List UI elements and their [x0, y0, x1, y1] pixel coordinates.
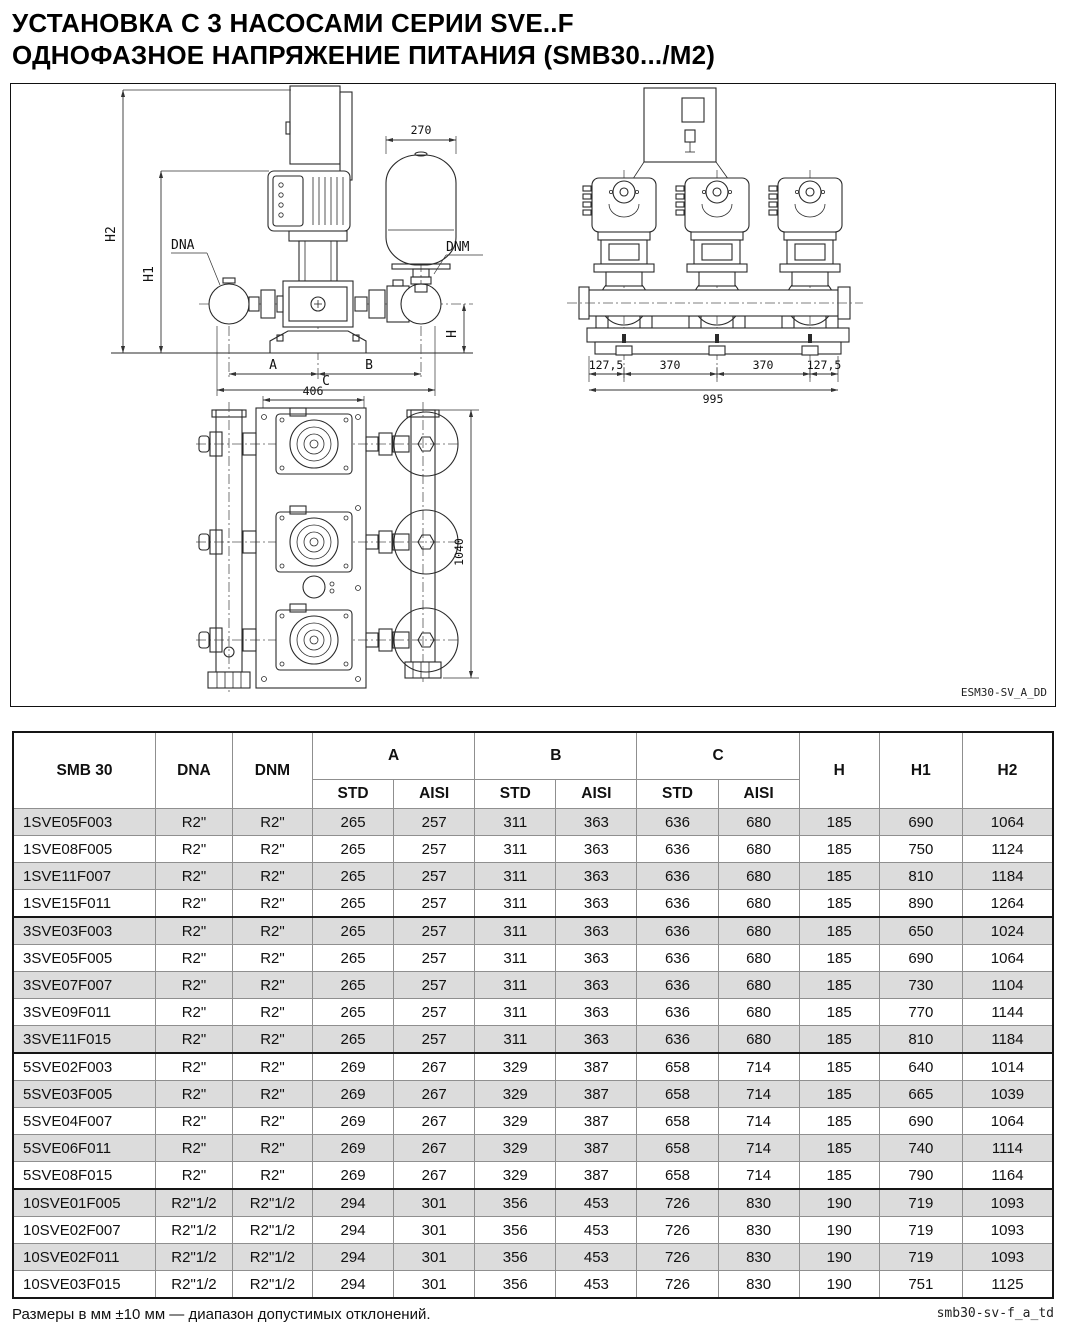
- cell-c_aisi: 680: [718, 1026, 799, 1054]
- dim-label-side-d4: 127,5: [806, 358, 842, 373]
- cell-b_std: 311: [475, 1026, 556, 1054]
- cell-c_std: 636: [637, 1026, 718, 1054]
- dim-label-side-d2: 370: [659, 358, 681, 373]
- cell-b_aisi: 363: [556, 809, 637, 836]
- cell-c_aisi: 714: [718, 1081, 799, 1108]
- table-row: [13, 809, 1053, 836]
- cell-h: 185: [799, 1135, 879, 1162]
- table-header-row-1: [13, 732, 1053, 780]
- cell-model: 3SVE07F007: [13, 972, 155, 999]
- cell-b_aisi: 363: [556, 836, 637, 863]
- dimension-table-section: [12, 731, 1056, 1299]
- table-row: [13, 1244, 1053, 1271]
- cell-dnm: R2": [232, 863, 312, 890]
- cell-dnm: R2": [232, 836, 312, 863]
- cell-dnm: R2"1/2: [232, 1244, 312, 1271]
- table-row: [13, 917, 1053, 945]
- table-row: [13, 1081, 1053, 1108]
- cell-h1: 790: [879, 1162, 962, 1190]
- cell-dnm: R2"1/2: [232, 1217, 312, 1244]
- tolerance-note: Размеры в мм ±10 мм — диапазон допустимых отклонений.: [12, 1306, 431, 1324]
- dim-label-top-width: 406: [302, 384, 324, 399]
- cell-h1: 665: [879, 1081, 962, 1108]
- technical-drawing-panel: [10, 83, 1056, 707]
- cell-b_aisi: 363: [556, 917, 637, 945]
- cell-a_std: 269: [313, 1108, 394, 1135]
- cell-b_std: 311: [475, 890, 556, 918]
- cell-model: 1SVE05F003: [13, 809, 155, 836]
- cell-a_aisi: 257: [394, 917, 475, 945]
- cell-h1: 719: [879, 1244, 962, 1271]
- cell-c_std: 636: [637, 999, 718, 1026]
- cell-a_std: 265: [313, 890, 394, 918]
- cell-dnm: R2": [232, 1108, 312, 1135]
- header-a-aisi: AISI: [394, 780, 475, 809]
- cell-dnm: R2": [232, 890, 312, 918]
- cell-dnm: R2": [232, 1081, 312, 1108]
- cell-b_std: 311: [475, 972, 556, 999]
- cell-c_aisi: 830: [718, 1189, 799, 1217]
- header-dnm: DNM: [232, 732, 312, 809]
- dim-label-c: C: [322, 374, 330, 390]
- cell-b_std: 329: [475, 1081, 556, 1108]
- cell-h2: 1104: [962, 972, 1053, 999]
- table-row: [13, 1217, 1053, 1244]
- header-model: SMB 30: [13, 732, 155, 809]
- cell-b_aisi: 363: [556, 972, 637, 999]
- cell-a_aisi: 267: [394, 1135, 475, 1162]
- table-row: [13, 972, 1053, 999]
- cell-b_aisi: 363: [556, 1026, 637, 1054]
- header-c-std: STD: [637, 780, 718, 809]
- cell-h2: 1124: [962, 836, 1053, 863]
- cell-a_std: 294: [313, 1244, 394, 1271]
- cell-a_std: 269: [313, 1081, 394, 1108]
- cell-h1: 650: [879, 917, 962, 945]
- cell-model: 10SVE02F007: [13, 1217, 155, 1244]
- cell-c_std: 636: [637, 890, 718, 918]
- cell-dnm: R2"1/2: [232, 1189, 312, 1217]
- cell-b_aisi: 387: [556, 1162, 637, 1190]
- table-row: [13, 836, 1053, 863]
- cell-dna: R2": [155, 945, 232, 972]
- cell-h1: 750: [879, 836, 962, 863]
- cell-b_std: 311: [475, 999, 556, 1026]
- cell-h: 185: [799, 863, 879, 890]
- cell-a_std: 265: [313, 863, 394, 890]
- cell-a_aisi: 257: [394, 972, 475, 999]
- cell-b_aisi: 387: [556, 1108, 637, 1135]
- cell-h2: 1184: [962, 863, 1053, 890]
- cell-c_std: 726: [637, 1189, 718, 1217]
- cell-h: 185: [799, 917, 879, 945]
- cell-model: 10SVE02F011: [13, 1244, 155, 1271]
- cell-b_aisi: 363: [556, 890, 637, 918]
- cell-c_aisi: 680: [718, 809, 799, 836]
- cell-model: 1SVE11F007: [13, 863, 155, 890]
- dim-label-side-total: 995: [702, 392, 724, 407]
- header-c-aisi: AISI: [718, 780, 799, 809]
- cell-model: 3SVE03F003: [13, 917, 155, 945]
- cell-dnm: R2": [232, 972, 312, 999]
- dim-label-side-d3: 370: [752, 358, 774, 373]
- page-title: [12, 8, 1056, 71]
- cell-dna: R2": [155, 1053, 232, 1081]
- cell-h: 190: [799, 1189, 879, 1217]
- cell-h1: 690: [879, 945, 962, 972]
- cell-c_aisi: 714: [718, 1135, 799, 1162]
- dim-label-top-depth: 1040: [452, 538, 466, 567]
- cell-c_aisi: 680: [718, 945, 799, 972]
- header-a: A: [313, 732, 475, 780]
- cell-a_std: 265: [313, 972, 394, 999]
- cell-h2: 1093: [962, 1217, 1053, 1244]
- cell-a_std: 269: [313, 1053, 394, 1081]
- cell-h: 190: [799, 1271, 879, 1299]
- cell-a_aisi: 301: [394, 1271, 475, 1299]
- table-body: [13, 809, 1053, 1299]
- cell-c_aisi: 680: [718, 836, 799, 863]
- cell-h1: 890: [879, 890, 962, 918]
- cell-c_aisi: 680: [718, 863, 799, 890]
- cell-c_std: 726: [637, 1271, 718, 1299]
- cell-dna: R2": [155, 863, 232, 890]
- cell-dna: R2": [155, 1162, 232, 1190]
- cell-model: 10SVE03F015: [13, 1271, 155, 1299]
- cell-b_std: 311: [475, 836, 556, 863]
- cell-h: 185: [799, 945, 879, 972]
- cell-model: 5SVE04F007: [13, 1108, 155, 1135]
- front-view-drawing: [104, 86, 483, 399]
- cell-h: 185: [799, 1108, 879, 1135]
- dim-label-h2: H2: [104, 226, 119, 243]
- cell-h2: 1064: [962, 945, 1053, 972]
- cell-a_aisi: 257: [394, 890, 475, 918]
- cell-model: 1SVE15F011: [13, 890, 155, 918]
- cell-a_aisi: 257: [394, 999, 475, 1026]
- header-dna: DNA: [155, 732, 232, 809]
- cell-a_std: 265: [313, 917, 394, 945]
- dim-label-tank-width: 270: [410, 123, 432, 138]
- cell-h: 190: [799, 1217, 879, 1244]
- table-header: [13, 732, 1053, 809]
- cell-c_std: 658: [637, 1108, 718, 1135]
- cell-b_aisi: 453: [556, 1271, 637, 1299]
- cell-h1: 810: [879, 863, 962, 890]
- cell-c_aisi: 680: [718, 917, 799, 945]
- cell-a_aisi: 301: [394, 1217, 475, 1244]
- cell-a_aisi: 257: [394, 809, 475, 836]
- cell-c_aisi: 830: [718, 1217, 799, 1244]
- cell-h2: 1064: [962, 1108, 1053, 1135]
- top-view-drawing: [196, 384, 479, 692]
- cell-dna: R2": [155, 1026, 232, 1054]
- cell-b_aisi: 387: [556, 1081, 637, 1108]
- cell-h2: 1184: [962, 1026, 1053, 1054]
- dim-label-h1: H1: [142, 266, 157, 283]
- cell-b_std: 356: [475, 1189, 556, 1217]
- table-row: [13, 1135, 1053, 1162]
- table-row: [13, 1026, 1053, 1054]
- cell-h: 185: [799, 972, 879, 999]
- cell-a_aisi: 301: [394, 1189, 475, 1217]
- cell-b_aisi: 387: [556, 1053, 637, 1081]
- cell-dnm: R2": [232, 1135, 312, 1162]
- cell-a_aisi: 257: [394, 1026, 475, 1054]
- cell-a_std: 265: [313, 945, 394, 972]
- cell-h: 185: [799, 890, 879, 918]
- cell-a_std: 265: [313, 999, 394, 1026]
- cell-dnm: R2": [232, 809, 312, 836]
- cell-b_std: 356: [475, 1217, 556, 1244]
- cell-c_aisi: 680: [718, 999, 799, 1026]
- cell-b_std: 311: [475, 863, 556, 890]
- cell-c_aisi: 830: [718, 1244, 799, 1271]
- dimension-table: [12, 731, 1054, 1299]
- cell-b_std: 329: [475, 1135, 556, 1162]
- cell-h2: 1093: [962, 1244, 1053, 1271]
- cell-h1: 770: [879, 999, 962, 1026]
- cell-b_std: 311: [475, 809, 556, 836]
- callout-dnm: DNM: [446, 240, 470, 256]
- header-c: C: [637, 732, 799, 780]
- cell-c_aisi: 830: [718, 1271, 799, 1299]
- page-title-line1: УСТАНОВКА С 3 НАСОСАМИ СЕРИИ SVE..F: [12, 8, 574, 38]
- cell-c_std: 636: [637, 863, 718, 890]
- table-row: [13, 890, 1053, 918]
- cell-model: 5SVE02F003: [13, 1053, 155, 1081]
- callout-dna: DNA: [171, 238, 195, 254]
- dim-label-a: A: [269, 358, 277, 374]
- cell-a_std: 269: [313, 1162, 394, 1190]
- cell-dna: R2": [155, 1081, 232, 1108]
- header-a-std: STD: [313, 780, 394, 809]
- drawing-code: ESM30-SV_A_DD: [960, 686, 1047, 700]
- cell-dnm: R2": [232, 999, 312, 1026]
- cell-h2: 1024: [962, 917, 1053, 945]
- cell-a_std: 294: [313, 1217, 394, 1244]
- cell-c_aisi: 714: [718, 1053, 799, 1081]
- cell-h1: 810: [879, 1026, 962, 1054]
- cell-model: 3SVE05F005: [13, 945, 155, 972]
- table-row: [13, 945, 1053, 972]
- cell-h: 185: [799, 809, 879, 836]
- cell-h: 185: [799, 836, 879, 863]
- cell-h2: 1039: [962, 1081, 1053, 1108]
- cell-dna: R2"1/2: [155, 1217, 232, 1244]
- cell-c_std: 726: [637, 1244, 718, 1271]
- side-view-drawing: [567, 88, 863, 406]
- cell-c_aisi: 680: [718, 890, 799, 918]
- cell-h2: 1164: [962, 1162, 1053, 1190]
- cell-h1: 730: [879, 972, 962, 999]
- header-b-std: STD: [475, 780, 556, 809]
- cell-a_aisi: 267: [394, 1162, 475, 1190]
- cell-c_std: 636: [637, 972, 718, 999]
- cell-dnm: R2"1/2: [232, 1271, 312, 1299]
- cell-a_aisi: 267: [394, 1053, 475, 1081]
- cell-h1: 640: [879, 1053, 962, 1081]
- cell-b_std: 311: [475, 917, 556, 945]
- cell-b_aisi: 387: [556, 1135, 637, 1162]
- cell-dnm: R2": [232, 1026, 312, 1054]
- cell-h: 185: [799, 999, 879, 1026]
- cell-model: 5SVE06F011: [13, 1135, 155, 1162]
- cell-h2: 1014: [962, 1053, 1053, 1081]
- header-b: B: [475, 732, 637, 780]
- cell-dnm: R2": [232, 917, 312, 945]
- cell-b_std: 311: [475, 945, 556, 972]
- cell-c_std: 636: [637, 917, 718, 945]
- cell-dnm: R2": [232, 1162, 312, 1190]
- cell-h2: 1144: [962, 999, 1053, 1026]
- cell-dna: R2": [155, 1135, 232, 1162]
- cell-h1: 740: [879, 1135, 962, 1162]
- cell-h2: 1093: [962, 1189, 1053, 1217]
- cell-a_aisi: 257: [394, 945, 475, 972]
- cell-h: 190: [799, 1244, 879, 1271]
- table-row: [13, 999, 1053, 1026]
- cell-b_std: 329: [475, 1162, 556, 1190]
- cell-h2: 1264: [962, 890, 1053, 918]
- table-row: [13, 1271, 1053, 1299]
- cell-c_std: 658: [637, 1053, 718, 1081]
- cell-b_aisi: 453: [556, 1244, 637, 1271]
- header-h1: H1: [879, 732, 962, 809]
- cell-b_aisi: 363: [556, 863, 637, 890]
- cell-h1: 690: [879, 1108, 962, 1135]
- document-code: smb30-sv-f_a_td: [936, 1306, 1054, 1322]
- cell-dna: R2": [155, 917, 232, 945]
- cell-c_std: 658: [637, 1162, 718, 1190]
- cell-h1: 719: [879, 1189, 962, 1217]
- cell-a_std: 294: [313, 1189, 394, 1217]
- cell-dna: R2": [155, 809, 232, 836]
- cell-a_aisi: 301: [394, 1244, 475, 1271]
- cell-a_std: 269: [313, 1135, 394, 1162]
- header-h2: H2: [962, 732, 1053, 809]
- cell-dna: R2"1/2: [155, 1189, 232, 1217]
- cell-b_std: 356: [475, 1271, 556, 1299]
- cell-c_std: 636: [637, 945, 718, 972]
- cell-c_std: 658: [637, 1081, 718, 1108]
- table-row: [13, 1162, 1053, 1190]
- cell-h2: 1114: [962, 1135, 1053, 1162]
- cell-a_aisi: 257: [394, 836, 475, 863]
- cell-h: 185: [799, 1081, 879, 1108]
- page-footer: [12, 1306, 1054, 1323]
- header-h: H: [799, 732, 879, 809]
- cell-h2: 1064: [962, 809, 1053, 836]
- cell-dna: R2"1/2: [155, 1244, 232, 1271]
- cell-a_std: 294: [313, 1271, 394, 1299]
- cell-b_aisi: 453: [556, 1189, 637, 1217]
- cell-h2: 1125: [962, 1271, 1053, 1299]
- cell-h1: 690: [879, 809, 962, 836]
- cell-b_aisi: 363: [556, 945, 637, 972]
- cell-c_aisi: 714: [718, 1162, 799, 1190]
- cell-dna: R2": [155, 999, 232, 1026]
- table-row: [13, 863, 1053, 890]
- cell-c_aisi: 680: [718, 972, 799, 999]
- header-b-aisi: AISI: [556, 780, 637, 809]
- cell-a_std: 265: [313, 1026, 394, 1054]
- cell-model: 5SVE08F015: [13, 1162, 155, 1190]
- dim-label-side-d1: 127,5: [588, 358, 624, 373]
- cell-c_std: 658: [637, 1135, 718, 1162]
- cell-model: 5SVE03F005: [13, 1081, 155, 1108]
- pump-installation-drawing: [11, 84, 1055, 706]
- table-row: [13, 1108, 1053, 1135]
- cell-h: 185: [799, 1026, 879, 1054]
- cell-model: 3SVE09F011: [13, 999, 155, 1026]
- cell-h: 185: [799, 1053, 879, 1081]
- page-title-line2: ОДНОФАЗНОЕ НАПРЯЖЕНИЕ ПИТАНИЯ (SMB30.../M2): [12, 39, 716, 70]
- cell-h: 185: [799, 1162, 879, 1190]
- cell-model: 1SVE08F005: [13, 836, 155, 863]
- cell-c_std: 636: [637, 836, 718, 863]
- cell-b_aisi: 363: [556, 999, 637, 1026]
- cell-a_std: 265: [313, 809, 394, 836]
- cell-dna: R2"1/2: [155, 1271, 232, 1299]
- cell-b_std: 356: [475, 1244, 556, 1271]
- cell-dna: R2": [155, 836, 232, 863]
- cell-dna: R2": [155, 1108, 232, 1135]
- cell-dna: R2": [155, 890, 232, 918]
- cell-a_aisi: 267: [394, 1081, 475, 1108]
- cell-a_aisi: 267: [394, 1108, 475, 1135]
- cell-c_aisi: 714: [718, 1108, 799, 1135]
- cell-dnm: R2": [232, 945, 312, 972]
- cell-b_std: 329: [475, 1053, 556, 1081]
- cell-h1: 751: [879, 1271, 962, 1299]
- table-row: [13, 1189, 1053, 1217]
- dim-label-h: H: [445, 330, 460, 339]
- cell-c_std: 726: [637, 1217, 718, 1244]
- dim-label-b: B: [365, 358, 373, 374]
- cell-model: 10SVE01F005: [13, 1189, 155, 1217]
- cell-model: 3SVE11F015: [13, 1026, 155, 1054]
- cell-c_std: 636: [637, 809, 718, 836]
- cell-a_aisi: 257: [394, 863, 475, 890]
- table-row: [13, 1053, 1053, 1081]
- cell-dna: R2": [155, 972, 232, 999]
- cell-b_aisi: 453: [556, 1217, 637, 1244]
- cell-h1: 719: [879, 1217, 962, 1244]
- cell-dnm: R2": [232, 1053, 312, 1081]
- cell-b_std: 329: [475, 1108, 556, 1135]
- cell-a_std: 265: [313, 836, 394, 863]
